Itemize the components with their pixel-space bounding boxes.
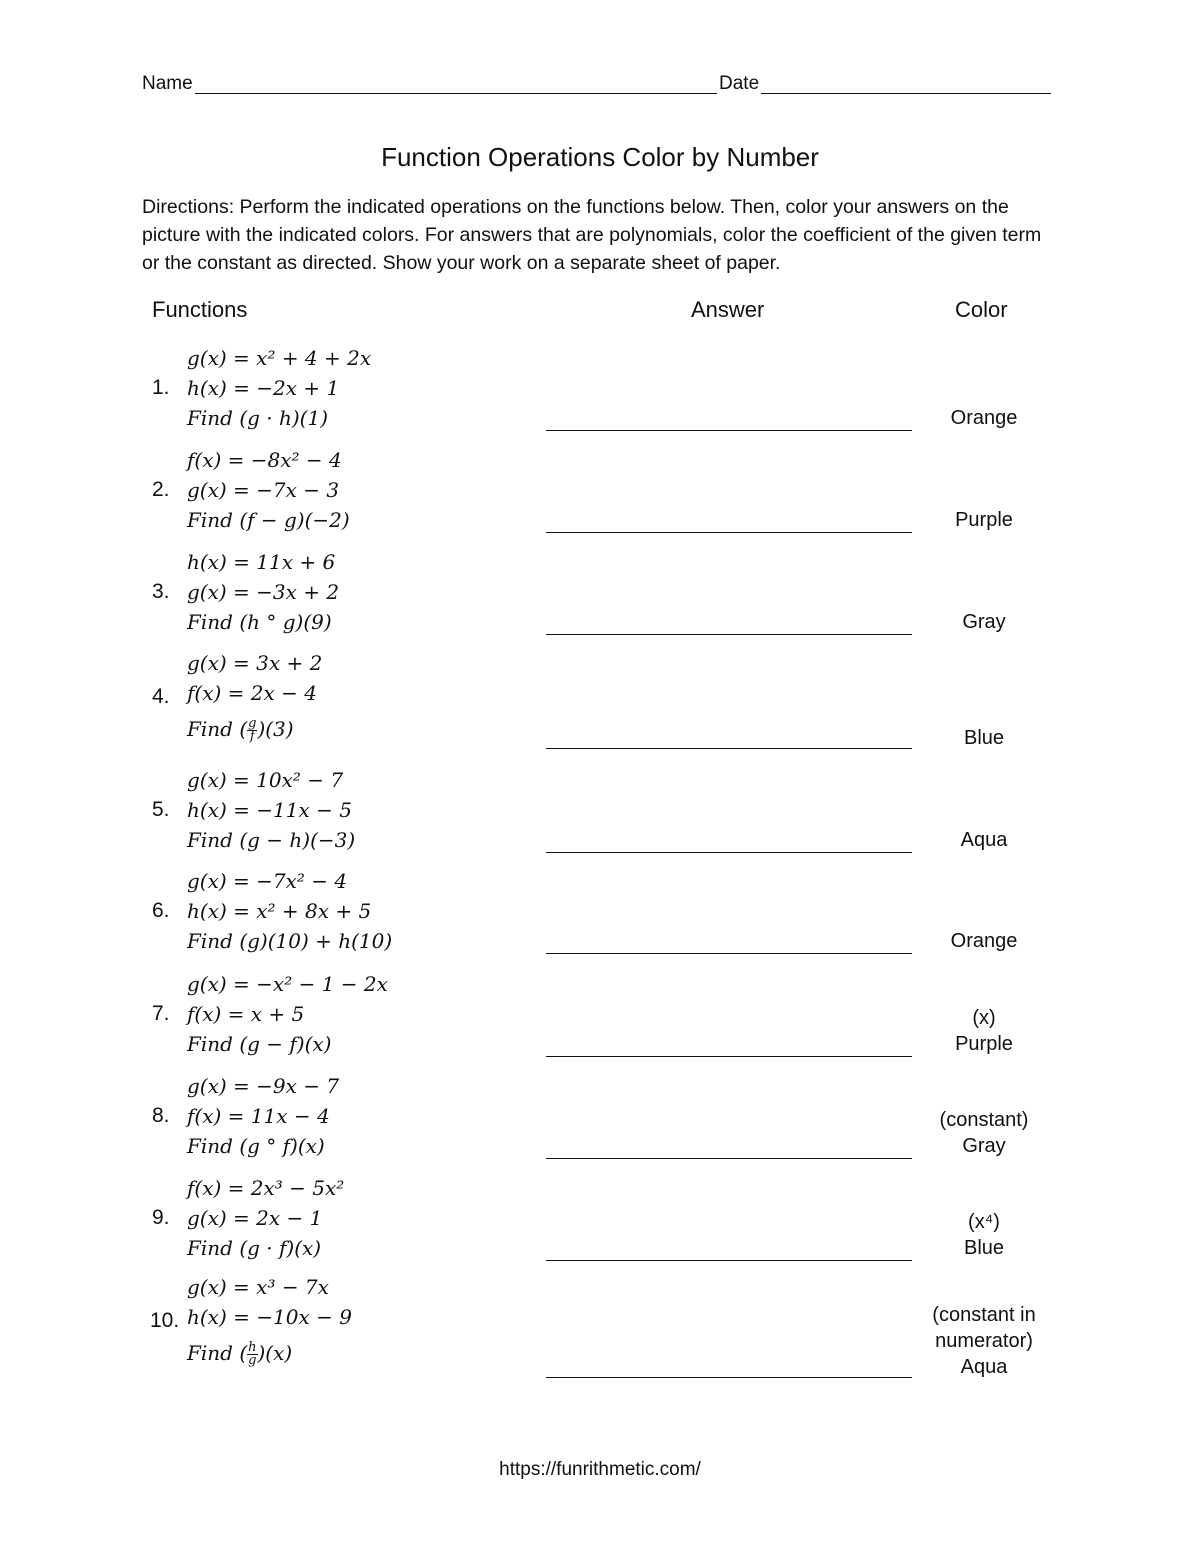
find-expression: Find (g · h)(1) [187, 406, 329, 430]
fraction-denominator: g [248, 1353, 257, 1368]
function-definition: h(x) = −11x − 5 [187, 798, 352, 822]
find-prefix: Find ( [187, 717, 248, 741]
answer-field[interactable] [546, 1260, 912, 1261]
page-title: Function Operations Color by Number [381, 142, 819, 172]
directions [142, 193, 1062, 277]
problem-number: 10. [150, 1309, 180, 1332]
color-label-line: (constant) [939, 1109, 1029, 1131]
color-label-line: Gray [962, 611, 1006, 633]
answer-field[interactable] [546, 748, 912, 749]
problem-number: 5. [152, 798, 170, 821]
function-definition: f(x) = x + 5 [187, 1002, 305, 1026]
fraction-numerator: h [248, 1340, 257, 1355]
fraction [247, 1342, 257, 1367]
problem-number: 6. [152, 899, 170, 922]
column-header-color: Color [955, 297, 1008, 322]
function-definition: f(x) = 2x³ − 5x² [187, 1176, 345, 1200]
color-label-line: (constant in [932, 1304, 1036, 1326]
function-definition: h(x) = −10x − 9 [187, 1305, 352, 1329]
function-definition: f(x) = −8x² − 4 [187, 448, 342, 472]
function-definition: g(x) = −9x − 7 [187, 1074, 340, 1098]
answer-field[interactable] [546, 852, 912, 853]
color-label [920, 609, 1048, 635]
problem-number: 7. [152, 1002, 170, 1025]
answer-field[interactable] [546, 1158, 912, 1159]
function-definition: h(x) = −2x + 1 [187, 376, 340, 400]
color-label [920, 1302, 1048, 1380]
function-definition: g(x) = x² + 4 + 2x [187, 346, 372, 370]
color-label [920, 507, 1048, 533]
find-suffix: )(3) [257, 717, 294, 741]
find-expression: Find (g − f)(x) [187, 1032, 332, 1056]
find-suffix: )(x) [257, 1341, 293, 1365]
color-label-line: Orange [950, 407, 1018, 429]
function-definition: g(x) = 2x − 1 [187, 1206, 323, 1230]
color-label [920, 1107, 1048, 1159]
name-label: Name [142, 73, 193, 94]
function-definition: f(x) = 2x − 4 [187, 681, 317, 705]
problem-number: 9. [152, 1206, 170, 1229]
fraction-numerator: g [248, 716, 257, 731]
function-definition: g(x) = −x² − 1 − 2x [187, 972, 388, 996]
answer-field[interactable] [546, 634, 912, 635]
color-label-line: Aqua [960, 829, 1008, 851]
color-label [920, 725, 1048, 751]
color-label-line: Purple [955, 1033, 1013, 1055]
function-definition: f(x) = 11x − 4 [187, 1104, 330, 1128]
find-expression: Find (g − h)(−3) [187, 828, 356, 852]
find-expression: Find (g · f)(x) [187, 1236, 322, 1260]
function-definition: h(x) = x² + 8x + 5 [187, 899, 372, 923]
color-label-line: Blue [963, 1237, 1005, 1259]
color-label [920, 405, 1048, 431]
color-label [920, 928, 1048, 954]
color-label-line: Orange [950, 930, 1018, 952]
fraction [247, 718, 257, 743]
color-label-line: numerator) [935, 1330, 1033, 1352]
find-expression [187, 1341, 292, 1367]
problem-number: 4. [152, 685, 170, 708]
color-label-line: Gray [962, 1135, 1006, 1157]
color-label [920, 1005, 1048, 1057]
find-expression: Find (f − g)(−2) [187, 508, 350, 532]
find-prefix: Find ( [187, 1341, 248, 1365]
color-label-line: Aqua [960, 1356, 1008, 1378]
color-label-line: (x⁴) [968, 1211, 1000, 1233]
function-definition: h(x) = 11x + 6 [187, 550, 336, 574]
function-definition: g(x) = −3x + 2 [187, 580, 340, 604]
problem-number: 3. [152, 580, 170, 603]
answer-field[interactable] [546, 953, 912, 954]
function-definition: g(x) = 3x + 2 [187, 651, 323, 675]
date-label: Date [719, 73, 760, 94]
problem-number: 8. [152, 1104, 170, 1127]
color-label-line: Purple [955, 509, 1013, 531]
date-field[interactable] [761, 93, 1051, 94]
problem-number: 1. [152, 376, 170, 399]
find-expression: Find (g ° f)(x) [187, 1134, 325, 1158]
function-definition: g(x) = x³ − 7x [187, 1275, 329, 1299]
column-header-answer: Answer [691, 297, 765, 322]
footer-url: https://funrithmetic.com/ [499, 1459, 701, 1480]
color-label-line: (x) [972, 1007, 996, 1029]
function-definition: g(x) = −7x − 3 [187, 478, 340, 502]
find-expression: Find (g)(10) + h(10) [187, 929, 393, 953]
directions-label: Directions [142, 196, 229, 218]
answer-field[interactable] [546, 532, 912, 533]
color-label [920, 1209, 1048, 1261]
column-header-functions: Functions [152, 297, 248, 322]
function-definition: g(x) = 10x² − 7 [187, 768, 344, 792]
problem-number: 2. [152, 478, 170, 501]
fraction-denominator: f [249, 729, 255, 744]
function-definition: g(x) = −7x² − 4 [187, 869, 348, 893]
color-label [920, 827, 1048, 853]
find-expression: Find (h ° g)(9) [187, 610, 332, 634]
color-label-line: Blue [963, 727, 1005, 749]
answer-field[interactable] [546, 1377, 912, 1378]
directions-text: : Perform the indicated operations on the functions below. Then, color your answers on the picture with the indicated colors. For answers that are polynomials, color the coefficient of the given term or the constant as directed. Show your work on a separate sheet of paper. [142, 196, 1042, 274]
answer-field[interactable] [546, 430, 912, 431]
answer-field[interactable] [546, 1056, 912, 1057]
find-expression [187, 717, 294, 743]
name-field[interactable] [195, 93, 717, 94]
